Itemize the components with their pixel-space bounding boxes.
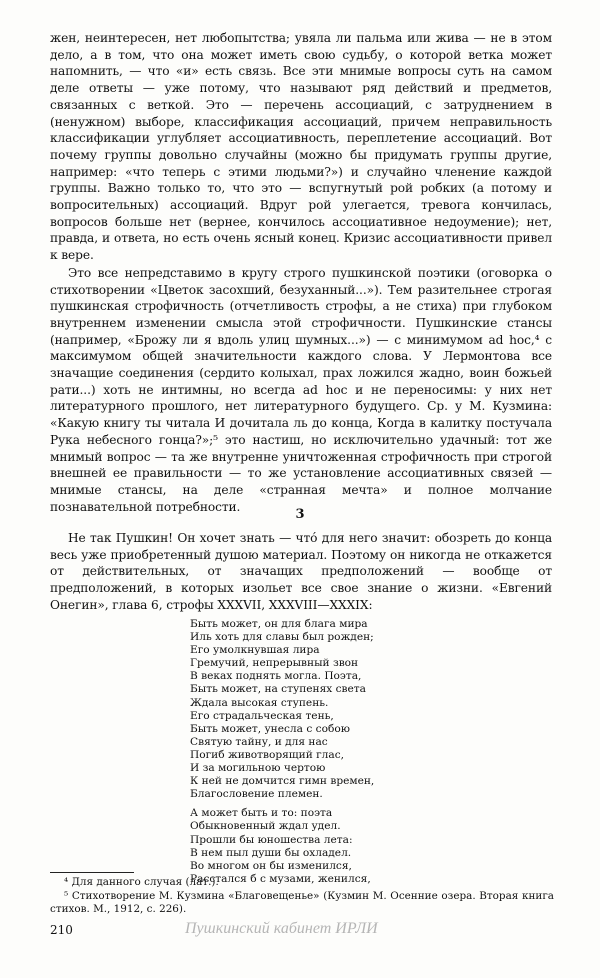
poem-line: Быть может, унесла с собою: [190, 722, 350, 735]
poem-line: Иль хоть для славы был рожден;: [190, 631, 374, 644]
poem-line: Благословение племен.: [190, 788, 323, 801]
poem-quote: [190, 618, 450, 886]
poem-line: Быть может, на ступенях света: [190, 683, 366, 696]
footnote-divider: [50, 872, 134, 873]
section-text: [50, 530, 552, 614]
poem-line: Его страдальческая тень,: [190, 709, 334, 722]
footnote: ⁵ Стихотворение М. Кузмина «Благовещенье» (Кузмин М. Осенние озера. Вторая книга стихов. М., 1912, с. 226).: [50, 889, 554, 916]
footnotes: [50, 876, 554, 917]
poem-stanza: [190, 807, 450, 886]
poem-line: Быть может, он для блага мира: [190, 618, 368, 630]
library-watermark: Пушкинский кабинет ИРЛИ: [185, 920, 378, 937]
body-paragraph: Это все непредставимо в кругу строго пушкинской поэтики (оговорка о стихотворении «Цветок засохший, безуханный...»). Тем разительнее строгая пушкинская строфичность (отчетливость строфы, а не стиха) при глубоком внутреннем изменении смысла этой строфичности. Пушкинские стансы (например, «Брожу ли я вдоль улиц шумных...») — с минимумом ad hoc,⁴ с максимумом общей значительности каждого слова. У Лермонтова все значащие соединения (сердито колыхал, прах ложился жадно, воин божьей рати...) хоть не интимны, но всегда ad hoc и не переносимы: у них нет литературного прошлого, нет литературного будущего. Ср. у М. Кузмина: «Какую книгу ты читала И дочитала ль до конца, Когда в калитку постучала Рука небесного гонца?»;⁵ это настиш, но исключительно удачный: тот же мнимый вопрос — та же внутренне уничтоженная строфичность при строгой внешней ее правильности — то же установление ассоциативных связей — мнимые стансы, на деле «странная мечта» и полное молчание познавательной потребности.: [50, 265, 552, 514]
poem-line: Погиб животворящий глас,: [190, 748, 345, 761]
poem-line: Ждала высокая ступень.: [190, 696, 329, 709]
poem-line: И за могильною чертою: [190, 762, 326, 775]
poem-line: Святую тайну, и для нас: [190, 735, 328, 748]
body-text: [50, 30, 552, 515]
poem-line: Обыкновенный ждал удел.: [190, 820, 341, 833]
poem-line: Прошли бы юношества лета:: [190, 833, 353, 846]
poem-line: Его умолкнувшая лира: [190, 644, 320, 657]
poem-line: К ней не домчится гимн времен,: [190, 775, 375, 788]
poem-line: Во многом он бы изменился,: [190, 859, 352, 872]
poem-line: Гремучий, непрерывный звон: [190, 657, 359, 670]
poem-line: В веках поднять могла. Поэта,: [190, 670, 362, 683]
poem-stanza: [190, 618, 450, 801]
page-number: 210: [50, 923, 73, 937]
poem-line: В нем пыл души бы охладел.: [190, 846, 352, 859]
footnote: ⁴ Для данного случая (лат.).: [64, 876, 219, 888]
section-number: 3: [295, 507, 305, 522]
poem-line: Расстался б с музами, женился,: [190, 872, 371, 885]
body-paragraph: жен, неинтересен, нет любопытства; увяла ли пальма или жива — не в этом дело, а в том, что она может иметь свою судьбу, о которой ветка может напомнить, — что «и» есть связь. Все эти мнимые вопросы суть на самом деле ответы — уже потому, что называют ряд действий и предметов, связанных с веткой. Это — перечень ассоциаций, с затруднением в (ненужном) выборе, классификация ассоциаций, причем неправильность классификации углубляет ассоциативность, переплетение ассоциаций. Вот почему группы довольно случайны (можно бы придумать группы другие, например: «что теперь с этими людьми?») и случайно членение каждой группы. Важно только то, что это — вспугнутый рой робких (а потому и вопросительных) ассоциаций. Вдруг рой улегается, тревога кончилась, вопросов больше нет (вернее, кончилось ассоциативное недоумение); нет, правда, и ответа, но есть очень ясный конец. Кризис ассоциативности привел к вере.: [50, 31, 552, 263]
poem-line: А может быть и то: поэта: [190, 807, 333, 820]
section-paragraph: Не так Пушкин! Он хочет знать — чтó для него значит: обозреть до конца весь уже приобретенный душою материал. Поэтому он никогда не откажется от действительных, от значащих предположений — вообще от предположений, в которых изольет все свое знание о жизни. «Евгений Онегин», глава 6, строфы XXXVII, XXXVIII—XXXIX:: [50, 531, 552, 612]
